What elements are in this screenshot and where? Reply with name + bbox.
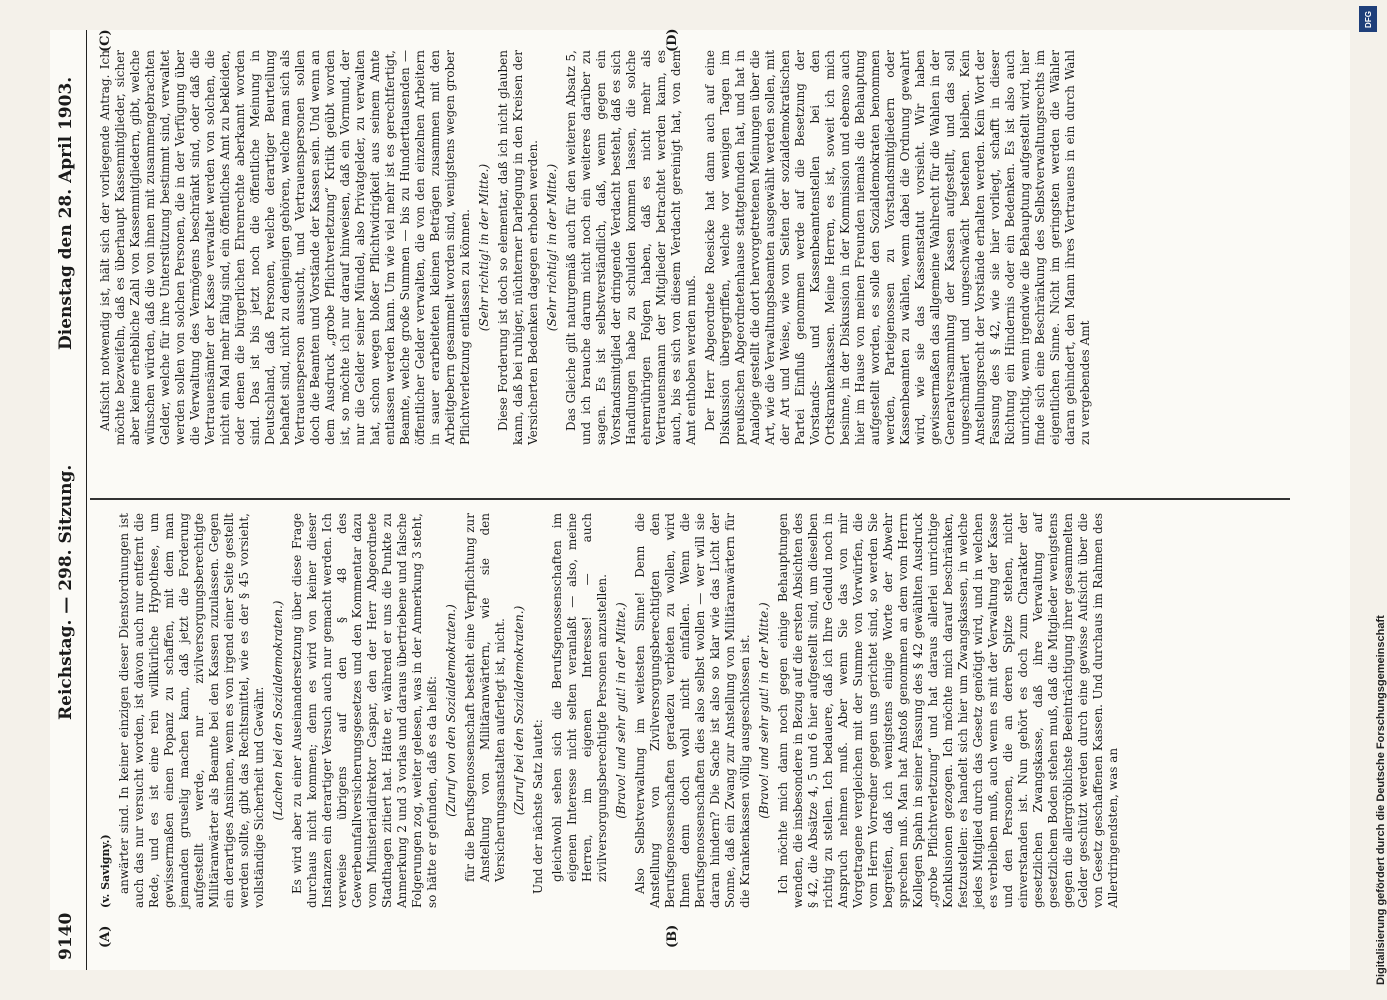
scanned-page xyxy=(50,30,1350,970)
paragraph: Der Herr Abgeordnete Roesicke hat dann auch auf eine Diskussion übergegriffen, welche vor wenigen Tagen im preußischen Abgeordnetenhause stattgefunden hat, und hat in Analogie gestellt die dort hervorgetretenen Meinungen über die Art, wie die Verwaltungsbeamten ausgewählt werden sollen, mit der Art und Weise, wie von Seiten der sozialdemokratischen Partei Einfluß genommen werde auf die Besetzung der Vorstands- und Kassenbeamtenstellen bei den Ortskrankenkassen. Meine Herren, es ist, soweit ich mich besinne, in der Diskussion in der Kommission und ebenso auch hier im Hause von meinen Freunden niemals die Behauptung aufgestellt worden, es solle den Sozialdemokraten benommen werden, Parteigenossen zu Vorstandsmitgliedern oder Kassenbeamten zu wählen, wenn dabei die Ordnung gewahrt wird, wie sie das Kassenstatut vorsieht. Wir haben gewissermaßen das allgemeine Wahlrecht für die Wahlen in der Generalversammlung der Kassen aufgestellt, und das soll ungeschmälert und ungeschwächt bestehen bleiben. Kein Anstellungsrecht der Vorstände erhalten werden. Kein Wort der Fassung des § 42, wie sie hier vorliegt, schafft in dieser Richtung ein Hindernis oder ein Bedenken. Es ist also auch unrichtig, wenn irgendwie die Behauptung aufgestellt wird, hier finde sich eine Beschränkung des Selbstverwaltungsrechts im eigentlichen Sinne. Nicht im geringsten werden die Wähler daran gehindert, den Mann ihres Vertrauens in ein durch Wahl zu vergebendes Amt xyxy=(703,50,1092,445)
quoted-text: für die Berufsgenossenschaft besteht eine Verpflichtung zur Anstellung von Militäranwärtern, wie sie den Versicherungsanstalten auferlegt ist, nicht. xyxy=(463,513,507,882)
header-right-title: Dienstag den 28. April 1903. xyxy=(56,76,76,350)
speaker-label: (v. Savigny.) xyxy=(99,834,112,908)
dfg-logo: DFG xyxy=(1359,6,1377,32)
margin-marker-b: (B) xyxy=(665,924,680,948)
page-number: 9140 xyxy=(56,912,76,960)
interjection: (Zuruf von den Sozialdemokraten.) xyxy=(444,604,458,817)
paragraph: anwärter sind. In keiner einzigen dieser Dienstordnungen ist auch das nur versucht worden, ist davon auch nur entfernt die Rede, und es ist eine rein willkürliche Hypothese, um gewissermaßen einen Popanz zu schaffen, mit dem man jemanden gruselig machen kann, daß jetzt die Forderung aufgestellt werde, nur zivilversorgungsberechtigte Militäranwärter als Beamte bei den Kassen zuzulassen. Gegen ein derartiges Ansinnen, wenn es von irgend einer Seite gestellt werden sollte, gibt das Rechtsmittel, wie es der § 45 vorsieht, vollständige Sicherheit und Gewähr. xyxy=(117,513,266,908)
paragraph: Aufsicht notwendig ist, hält sich der vorliegende Antrag. Ich möchte bezweifeln, daß es überhaupt Kassenmitglieder, sicher aber keine erhebliche Zahl von Kassenmitgliedern, gibt, welche wünschen würden, daß die von ihnen mit zusammengebrachten Gelder, welche für ihre Unterstützung bestimmt sind, verwaltet werden sollen von solchen Personen, die in der Verfügung über die Verwaltung des Vermögens beschränkt sind, oder daß die Vertrauensämter der Kasse verwaltet werden von solchen, die nicht ein Mal mehr fähig sind, ein öffentliches Amt zu bekleiden, oder denen die bürgerlichen Ehrenrechte aberkannt worden sind. Das ist bis jetzt noch die öffentliche Meinung in Deutschland, daß Personen, welche derartiger Beurteilung behaftet sind, nicht zu denjenigen gehören, welche man sich als Vertrauensperson aussucht, und Vertrauenspersonen sollen doch die Beamten und Vorstände der Kassen sein. Und wenn an dem Ausdruck „grobe Pflichtverletzung“ Kritik geübt worden ist, so möchte ich nur darauf hinweisen, daß ein Vormund, der nur die Gelder seiner Mündel, also Privatgelder, zu verwalten hat, schon wegen bloßer Pflichtwidrigkeit aus seinem Amte entlassen werden kann. Um wie viel mehr ist es gerechtfertigt, Beamte, welche große Summen — bis zu Hunderttausenden — öffentlicher Gelder verwalten, die von den einzelnen Arbeitern in sauer erarbeiteten kleinen Beträgen zusammen mit den Arbeitgebern gesammelt worden sind, wenigstens wegen grober Pflichtverletzung entlassen zu können. xyxy=(98,50,472,445)
interjection: (Bravo! und sehr gut! in der Mitte.) xyxy=(614,602,628,819)
interjection: (Zuruf bei den Sozialdemokraten.) xyxy=(512,605,526,816)
paragraph: Und der nächste Satz lautet: xyxy=(531,719,545,894)
paragraph: Also Selbstverwaltung im weitesten Sinne! Denn die Anstellung von Zivilversorgungsberechtigten den Berufsgenossenschaften geradezu verbieten zu wollen, wird Ihnen denn doch wohl nicht einfallen. Wenn die Berufsgenossenschaften dies also selbst wollen — wer will sie daran hindern? Die Sache ist also so klar wie das Licht der Sonne, daß ein Zwang zur Anstellung von Militäranwärtern für die Krankenkassen völlig ausgeschlossen ist. xyxy=(633,513,752,908)
margin-marker-c: (C) xyxy=(98,29,113,52)
interjection: (Bravo! und sehr gut! in der Mitte.) xyxy=(757,602,771,819)
left-column xyxy=(98,513,1268,908)
digitization-credit xyxy=(1355,0,1387,1000)
interjection: (Lachen bei den Sozialdemokraten.) xyxy=(271,600,285,821)
margin-marker-a: (A) xyxy=(98,925,113,948)
header-left-title: Reichstag. — 298. Sitzung. xyxy=(56,464,76,720)
column-divider xyxy=(90,499,1290,501)
page-header xyxy=(50,30,87,970)
interjection: (Sehr richtig! in der Mitte.) xyxy=(477,163,491,332)
interjection: (Sehr richtig! in der Mitte.) xyxy=(545,163,559,332)
paragraph: Diese Forderung ist doch so elementar, daß ich nicht glauben kann, daß bei ruhiger, nüchterner Darlegung in den Kreisen der Versicherten Bedenken dagegen erhoben werden. xyxy=(496,50,540,445)
paragraph: Ich möchte mich dann noch gegen einige Behauptungen wenden, die insbesondere in Bezug auf die ersten Absichten des § 42, die Absätze 4, 5 und 6 hier aufgestellt sind, um dieselben richtig zu stellen. Ich bedauere, daß ich Ihre Geduld noch in Anspruch nehmen muß. Aber wenn Sie das von mir Vorgetragene vergleichen mit der Summe von Vorwürfen, die vom Herrn Vorredner gegen uns gerichtet sind, so werden Sie begreifen, daß ich wenigstens einige Worte der Abwehr sprechen muß. Man hat Anstoß genommen an dem vom Herrn Kollegen Spahn in seiner Fassung des § 42 gewählten Ausdruck „grobe Pflichtverletzung“ und hat daraus allerlei unrichtige Konklusionen gezogen. Ich möchte mich darauf beschränken, festzustellen: es handelt sich hier um Zwangskassen, in welche jedes Mitglied durch das Gesetz genötigt wird, und in welchen es verbleiben muß, auch wenn es mit der Verwaltung der Kasse und den Personen, die an deren Spitze stehen, nicht einverstanden ist. Nun gehört es doch zum Charakter der gesetzlichen Zwangskasse, daß ihre Verwaltung auf gesetzlichem Boden stehen muß, daß die Mitglieder wenigstens gegen die allergröblichste Beeinträchtigung ihrer gesammelten Gelder geschützt werden durch eine gewisse Aufsicht über die von Gesetz geschaffenen Kassen. Und durchaus im Rahmen des Allerdringendsten, was an xyxy=(776,513,1120,908)
credit-text: Digitalisierung gefördert durch die Deutsche Forschungsgemeinschaft xyxy=(1375,615,1387,985)
margin-marker-d: (D) xyxy=(665,28,680,52)
right-column xyxy=(98,50,1268,445)
paragraph: Das Gleiche gilt naturgemäß auch für den weiteren Absatz 5, und ich brauche darum nicht noch ein weiteres darüber zu sagen. Es ist selbstverständlich, daß, wenn gegen ein Vorstandsmitglied der dringende Verdacht besteht, daß es sich Handlungen habe zu schulden kommen lassen, die solche ehrenrührigen Folgen haben, daß es nicht mehr als Vertrauensmann der Mitglieder betrachtet werden kann, es auch, bis es sich von diesem Verdacht gereinigt hat, von dem Amt enthoben werden muß. xyxy=(564,50,698,445)
quoted-text: gleichwohl sehen sich die Berufsgenossenschaften im eigenen Interesse nicht selten veranlaßt — also, meine Herren, im eigenen Interesse! — auch zivilversorgungsberechtigte Personen anzustellen. xyxy=(550,513,609,882)
paragraph: Es wird aber zu einer Auseinandersetzung über diese Frage durchaus nicht kommen; denn es wird von keiner dieser Instanzen ein derartiger Versuch auch nur gemacht werden. Ich verweise übrigens auf den § 48 des Gewerbeunfallversicherungsgesetzes und den Kommentar dazu vom Ministerialdirektor Caspar, den der Herr Abgeordnete Stadthagen zitiert hat. Hätte er, während er uns die Punkte zu Anmerkung 2 und 3 vorlas und daraus übertriebene und falsche Folgerungen zog, weiter gelesen, was in der Anmerkung 3 steht, so hätte er gefunden, daß es da heißt: xyxy=(290,513,439,908)
